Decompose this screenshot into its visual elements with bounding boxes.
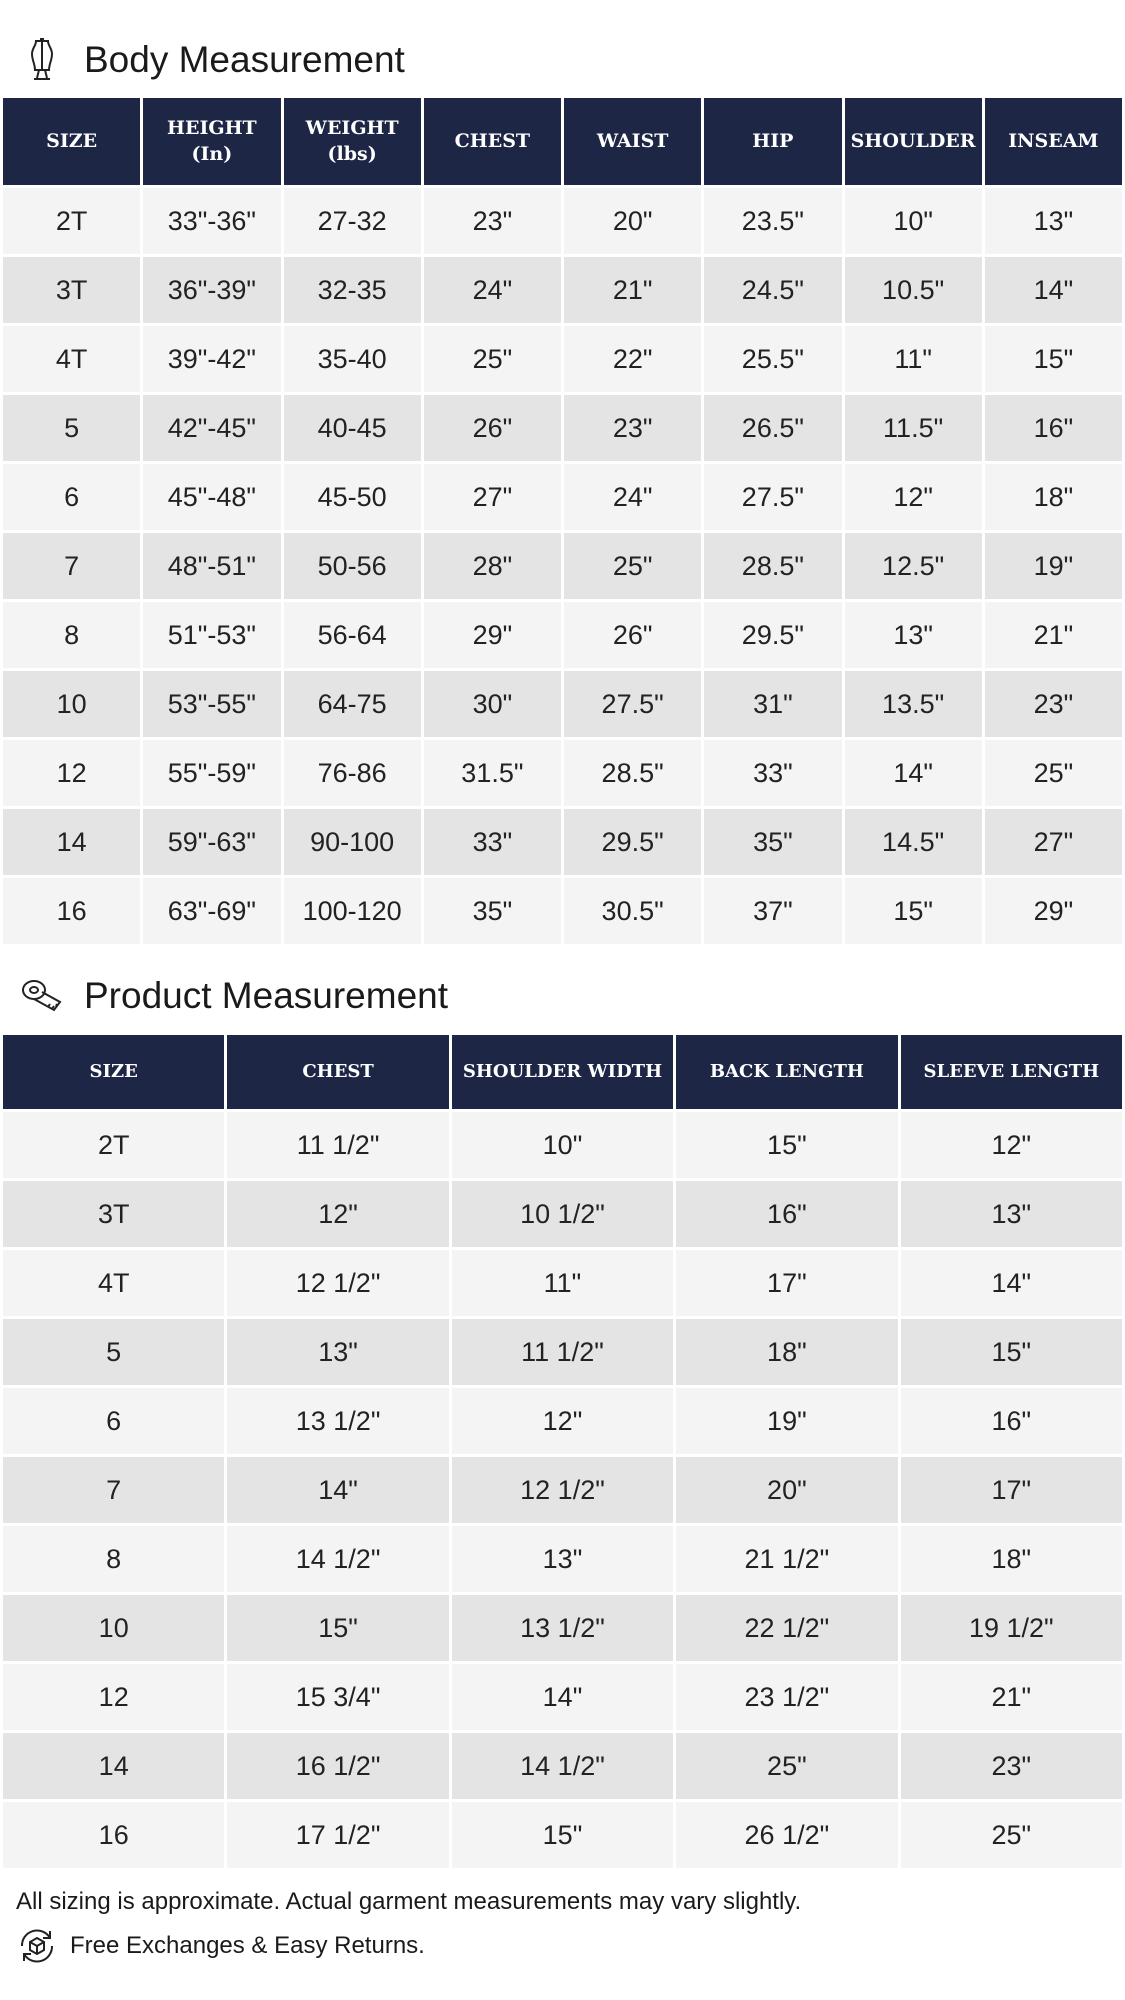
- table-cell: 13": [227, 1319, 448, 1385]
- table-cell: 22": [564, 326, 701, 392]
- table-cell: 6: [3, 1388, 224, 1454]
- table-cell: 11": [452, 1250, 673, 1316]
- product-measurement-table: [0, 1032, 1125, 1871]
- table-cell: 25.5": [704, 326, 841, 392]
- table-cell: 6: [3, 464, 140, 530]
- table-cell: 15": [985, 326, 1122, 392]
- table-cell: 21 1/2": [676, 1526, 897, 1592]
- table-cell: 23": [985, 671, 1122, 737]
- column-header-label: SHOULDER: [850, 129, 976, 152]
- table-cell: 31": [704, 671, 841, 737]
- table-cell: 21": [985, 602, 1122, 668]
- table-cell: 35-40: [284, 326, 421, 392]
- table-cell: 59"-63": [143, 809, 280, 875]
- table-cell: 8: [3, 1526, 224, 1592]
- table-cell: 24": [424, 257, 561, 323]
- table-cell: 25": [676, 1733, 897, 1799]
- body-measurement-title: Body Measurement: [84, 39, 405, 80]
- table-cell: 48"-51": [143, 533, 280, 599]
- table-cell: 30": [424, 671, 561, 737]
- column-header-waist: [564, 98, 701, 185]
- return-box-icon: [16, 1925, 58, 1967]
- column-header-label: WAIST: [596, 129, 669, 152]
- table-cell: 16: [3, 878, 140, 944]
- table-cell: 25": [901, 1802, 1122, 1868]
- table-cell: 24": [564, 464, 701, 530]
- table-row: [3, 188, 1122, 254]
- column-header-label: SLEEVE LENGTH: [923, 1060, 1100, 1082]
- table-cell: 3T: [3, 1181, 224, 1247]
- table-cell: 90-100: [284, 809, 421, 875]
- table-cell: 33": [704, 740, 841, 806]
- table-cell: 5: [3, 1319, 224, 1385]
- table-body: [3, 188, 1122, 944]
- table-cell: 15": [901, 1319, 1122, 1385]
- table-cell: 10": [845, 188, 982, 254]
- measuring-tape-icon: [20, 974, 64, 1018]
- table-cell: 12: [3, 740, 140, 806]
- column-header-label: WEIGHT: [305, 116, 399, 139]
- table-cell: 11 1/2": [452, 1319, 673, 1385]
- table-cell: 18": [676, 1319, 897, 1385]
- table-cell: 23": [424, 188, 561, 254]
- table-cell: 13 1/2": [227, 1388, 448, 1454]
- table-cell: 37": [704, 878, 841, 944]
- table-cell: 39"-42": [143, 326, 280, 392]
- column-header-height-in: [143, 98, 280, 185]
- table-cell: 14: [3, 1733, 224, 1799]
- table-cell: 27.5": [704, 464, 841, 530]
- table-row: [3, 326, 1122, 392]
- column-header-label: BACK LENGTH: [709, 1060, 864, 1082]
- table-cell: 28.5": [564, 740, 701, 806]
- table-row: [3, 1181, 1122, 1247]
- table-cell: 35": [424, 878, 561, 944]
- table-row: [3, 395, 1122, 461]
- table-cell: 19": [985, 533, 1122, 599]
- table-cell: 36"-39": [143, 257, 280, 323]
- column-header-sleeve-length: [901, 1035, 1122, 1109]
- table-cell: 22 1/2": [676, 1595, 897, 1661]
- table-row: [3, 809, 1122, 875]
- table-cell: 53"-55": [143, 671, 280, 737]
- body-measurement-heading: [0, 30, 405, 90]
- table-cell: 17 1/2": [227, 1802, 448, 1868]
- table-cell: 51"-53": [143, 602, 280, 668]
- table-cell: 19 1/2": [901, 1595, 1122, 1661]
- table-cell: 23 1/2": [676, 1664, 897, 1730]
- column-header-shoulder: [845, 98, 982, 185]
- table-cell: 55"-59": [143, 740, 280, 806]
- table-cell: 13": [901, 1181, 1122, 1247]
- table-cell: 26.5": [704, 395, 841, 461]
- table-cell: 10: [3, 1595, 224, 1661]
- table-cell: 14": [452, 1664, 673, 1730]
- column-header-chest: [227, 1035, 448, 1109]
- table-cell: 13 1/2": [452, 1595, 673, 1661]
- table-cell: 29": [424, 602, 561, 668]
- table-header-row: [3, 98, 1122, 185]
- column-header-inseam: [985, 98, 1122, 185]
- table-cell: 8: [3, 602, 140, 668]
- table-cell: 10 1/2": [452, 1181, 673, 1247]
- table-cell: 11 1/2": [227, 1112, 448, 1178]
- table-cell: 14 1/2": [227, 1526, 448, 1592]
- table-row: [3, 533, 1122, 599]
- table-cell: 23": [564, 395, 701, 461]
- table-cell: 14": [227, 1457, 448, 1523]
- table-cell: 18": [985, 464, 1122, 530]
- table-cell: 14": [845, 740, 982, 806]
- table-cell: 16": [985, 395, 1122, 461]
- table-cell: 27": [985, 809, 1122, 875]
- table-cell: 76-86: [284, 740, 421, 806]
- column-header-label: CHEST: [454, 129, 531, 152]
- table-cell: 5: [3, 395, 140, 461]
- table-row: [3, 602, 1122, 668]
- table-cell: 2T: [3, 188, 140, 254]
- table-cell: 28.5": [704, 533, 841, 599]
- table-cell: 20": [676, 1457, 897, 1523]
- table-cell: 33"-36": [143, 188, 280, 254]
- table-row: [3, 1664, 1122, 1730]
- table-cell: 10.5": [845, 257, 982, 323]
- column-header-label: HIP: [752, 129, 794, 152]
- table-cell: 29.5": [704, 602, 841, 668]
- returns-notice: [16, 1925, 425, 1967]
- table-cell: 27-32: [284, 188, 421, 254]
- table-cell: 12 1/2": [227, 1250, 448, 1316]
- table-cell: 12 1/2": [452, 1457, 673, 1523]
- column-header-label: (In): [191, 142, 233, 165]
- table-cell: 45-50: [284, 464, 421, 530]
- table-cell: 26 1/2": [676, 1802, 897, 1868]
- table-cell: 63"-69": [143, 878, 280, 944]
- table-cell: 15": [452, 1802, 673, 1868]
- table-cell: 16": [901, 1388, 1122, 1454]
- table-cell: 35": [704, 809, 841, 875]
- table-cell: 17": [901, 1457, 1122, 1523]
- table-cell: 15": [227, 1595, 448, 1661]
- table-cell: 27": [424, 464, 561, 530]
- returns-text: Free Exchanges & Easy Returns.: [70, 1932, 425, 1959]
- table-cell: 27.5": [564, 671, 701, 737]
- table-cell: 12": [452, 1388, 673, 1454]
- table-row: [3, 1802, 1122, 1868]
- table-cell: 20": [564, 188, 701, 254]
- column-header-chest: [424, 98, 561, 185]
- table-row: [3, 1388, 1122, 1454]
- table-cell: 10": [452, 1112, 673, 1178]
- table-cell: 56-64: [284, 602, 421, 668]
- table-cell: 29": [985, 878, 1122, 944]
- table-cell: 29.5": [564, 809, 701, 875]
- table-cell: 2T: [3, 1112, 224, 1178]
- column-header-label: HEIGHT: [167, 116, 257, 139]
- table-cell: 24.5": [704, 257, 841, 323]
- column-header-label: CHEST: [302, 1060, 374, 1082]
- table-cell: 21": [901, 1664, 1122, 1730]
- table-cell: 15": [676, 1112, 897, 1178]
- table-cell: 28": [424, 533, 561, 599]
- column-header-size: [3, 1035, 224, 1109]
- column-header-size: [3, 98, 140, 185]
- table-row: [3, 671, 1122, 737]
- table-cell: 13": [985, 188, 1122, 254]
- table-cell: 19": [676, 1388, 897, 1454]
- table-cell: 15": [845, 878, 982, 944]
- table-cell: 14: [3, 809, 140, 875]
- table-cell: 18": [901, 1526, 1122, 1592]
- table-cell: 16": [676, 1181, 897, 1247]
- table-row: [3, 464, 1122, 530]
- table-cell: 25": [985, 740, 1122, 806]
- table-cell: 13": [452, 1526, 673, 1592]
- product-measurement-title: Product Measurement: [84, 975, 449, 1016]
- table-cell: 21": [564, 257, 701, 323]
- table-cell: 11.5": [845, 395, 982, 461]
- table-cell: 7: [3, 1457, 224, 1523]
- table-body: [3, 1112, 1122, 1868]
- table-cell: 23": [901, 1733, 1122, 1799]
- table-row: [3, 1250, 1122, 1316]
- table-row: [3, 1112, 1122, 1178]
- table-cell: 14.5": [845, 809, 982, 875]
- sizing-disclaimer: All sizing is approximate. Actual garment measurements may vary slightly.: [16, 1888, 802, 1915]
- table-cell: 14": [985, 257, 1122, 323]
- table-cell: 12": [845, 464, 982, 530]
- table-cell: 64-75: [284, 671, 421, 737]
- table-cell: 33": [424, 809, 561, 875]
- column-header-shoulder-width: [452, 1035, 673, 1109]
- table-cell: 40-45: [284, 395, 421, 461]
- table-cell: 31.5": [424, 740, 561, 806]
- table-cell: 12: [3, 1664, 224, 1730]
- column-header-label: (lbs): [327, 142, 377, 165]
- table-cell: 4T: [3, 326, 140, 392]
- table-row: [3, 257, 1122, 323]
- table-cell: 15 3/4": [227, 1664, 448, 1730]
- column-header-hip: [704, 98, 841, 185]
- table-row: [3, 1733, 1122, 1799]
- table-cell: 25": [424, 326, 561, 392]
- table-cell: 25": [564, 533, 701, 599]
- product-measurement-heading: [0, 966, 448, 1026]
- table-row: [3, 740, 1122, 806]
- table-cell: 100-120: [284, 878, 421, 944]
- table-cell: 12": [901, 1112, 1122, 1178]
- table-cell: 10: [3, 671, 140, 737]
- table-row: [3, 1526, 1122, 1592]
- table-cell: 50-56: [284, 533, 421, 599]
- column-header-label: SIZE: [46, 129, 98, 152]
- table-cell: 16: [3, 1802, 224, 1868]
- table-cell: 45"-48": [143, 464, 280, 530]
- table-cell: 14 1/2": [452, 1733, 673, 1799]
- table-cell: 3T: [3, 257, 140, 323]
- table-cell: 30.5": [564, 878, 701, 944]
- table-cell: 26": [564, 602, 701, 668]
- dress-form-icon: [20, 38, 64, 82]
- table-cell: 17": [676, 1250, 897, 1316]
- column-header-label: SHOULDER WIDTH: [462, 1060, 663, 1082]
- column-header-back-length: [676, 1035, 897, 1109]
- table-cell: 13.5": [845, 671, 982, 737]
- column-header-label: INSEAM: [1008, 129, 1099, 152]
- table-cell: 11": [845, 326, 982, 392]
- table-row: [3, 1595, 1122, 1661]
- table-row: [3, 878, 1122, 944]
- table-cell: 13": [845, 602, 982, 668]
- table-row: [3, 1319, 1122, 1385]
- table-cell: 7: [3, 533, 140, 599]
- column-header-label: SIZE: [89, 1060, 138, 1082]
- table-cell: 42"-45": [143, 395, 280, 461]
- column-header-weight-lbs: [284, 98, 421, 185]
- table-cell: 14": [901, 1250, 1122, 1316]
- table-cell: 4T: [3, 1250, 224, 1316]
- table-header-row: [3, 1035, 1122, 1109]
- table-row: [3, 1457, 1122, 1523]
- table-cell: 23.5": [704, 188, 841, 254]
- body-measurement-table: [0, 95, 1125, 947]
- table-cell: 26": [424, 395, 561, 461]
- table-cell: 12": [227, 1181, 448, 1247]
- table-cell: 16 1/2": [227, 1733, 448, 1799]
- table-cell: 12.5": [845, 533, 982, 599]
- table-cell: 32-35: [284, 257, 421, 323]
